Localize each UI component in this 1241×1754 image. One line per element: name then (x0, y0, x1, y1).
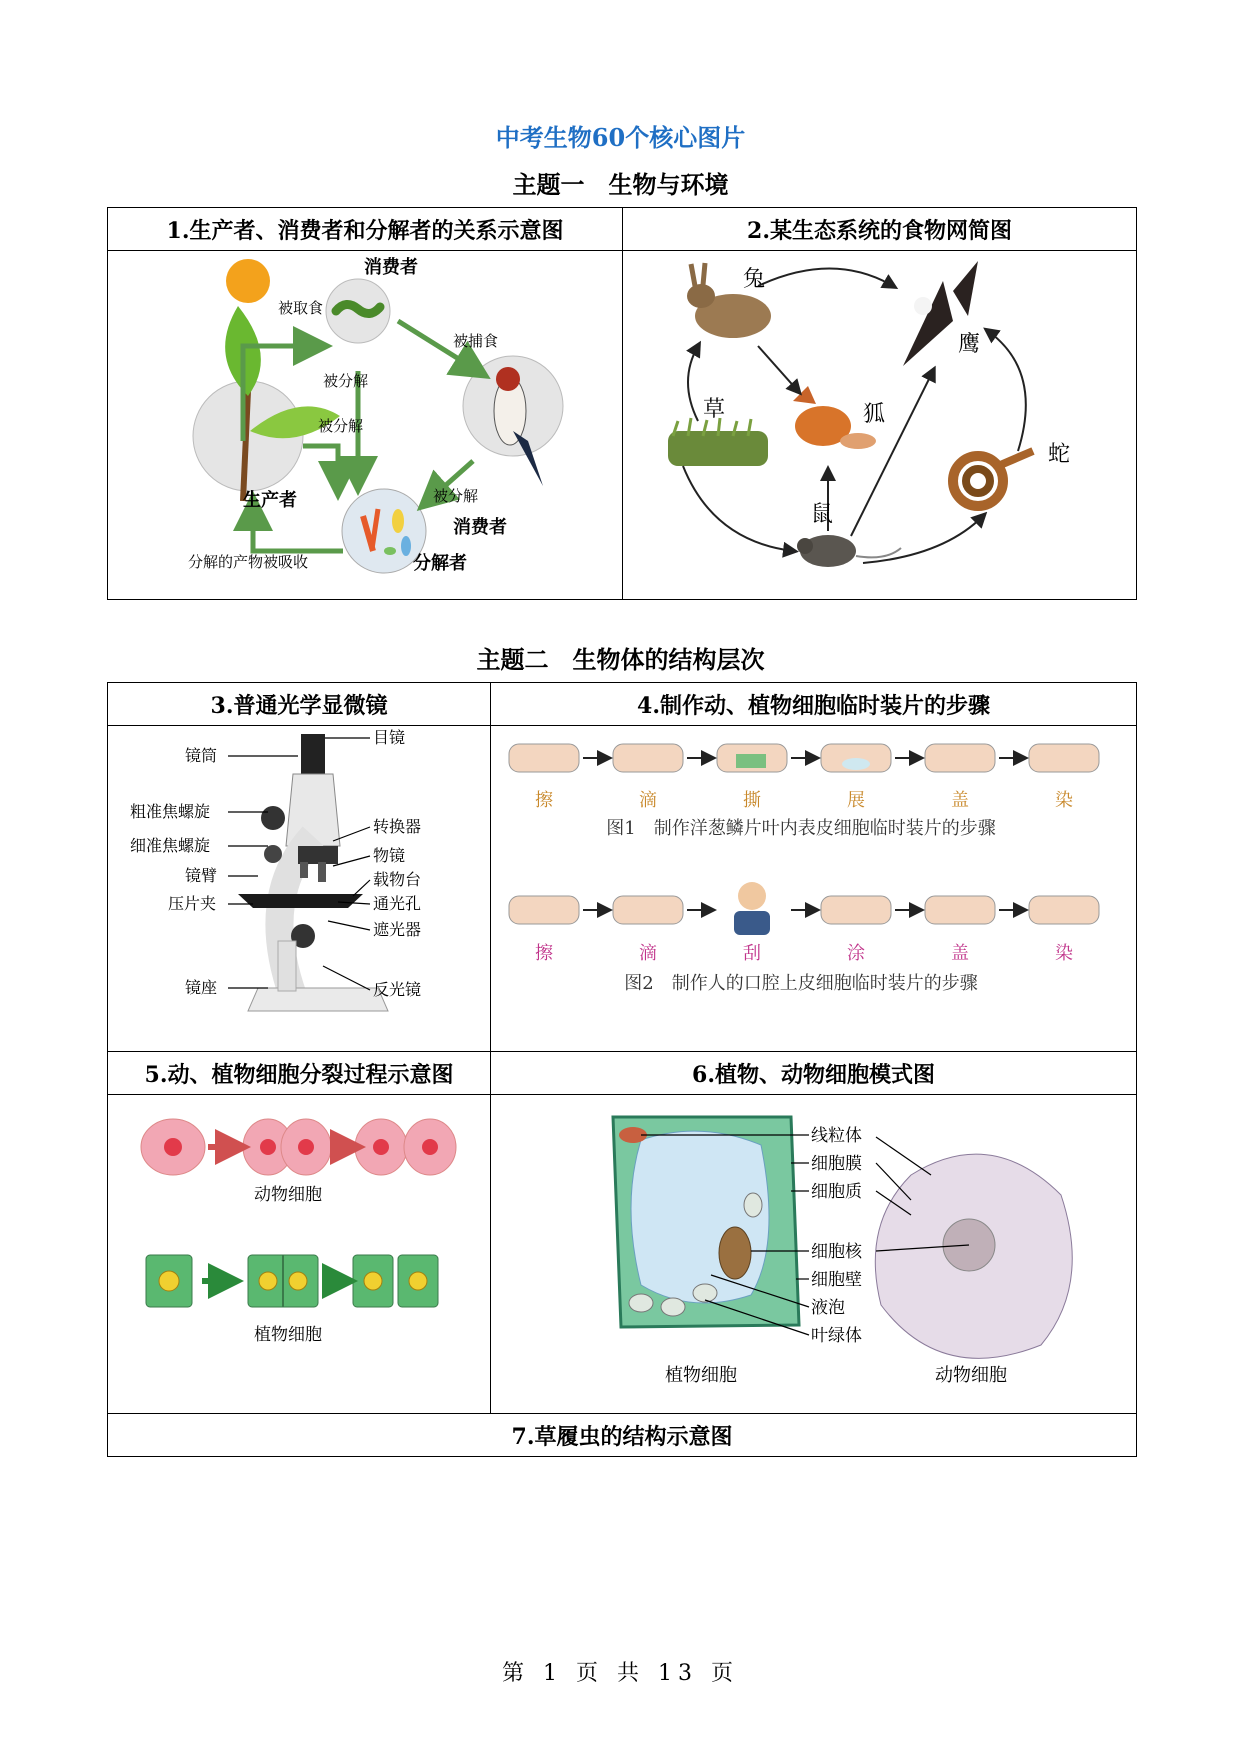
fig6-caption: 6.植物、动物细胞模式图 (491, 1052, 1137, 1095)
label-producer: 生产者 (243, 490, 297, 511)
label-cytoplasm: 细胞质 (811, 1182, 862, 1202)
label-chloroplast: 叶绿体 (811, 1326, 862, 1346)
label-grass: 草 (703, 397, 726, 422)
plant-cell-label: 植物细胞 (254, 1325, 322, 1345)
row2-step: 刮 (743, 943, 761, 964)
theme-one-heading: 主题一 生物与环境 (512, 170, 729, 199)
fig3-caption: 3.普通光学显微镜 (108, 683, 491, 726)
cell-model-diagram (491, 1095, 1136, 1409)
cell-part-labels (811, 1126, 863, 1346)
fig2-caption: 2.某生态系统的食物网简图 (623, 208, 1137, 251)
label-eagle: 鹰 (958, 332, 981, 357)
label-nosepiece: 转换器 (373, 817, 422, 836)
label-aperture: 通光孔 (373, 894, 422, 913)
label-captured: 被捕食 (453, 332, 499, 350)
fig1-cell (108, 251, 623, 600)
theme-two-table (107, 682, 1137, 1457)
page-footer: 第 1 页 共 13 页 (502, 1661, 739, 1686)
label-coarse-focus: 粗准焦螺旋 (130, 802, 211, 821)
mouse-icon (797, 535, 901, 567)
label-consumer-bottom: 消费者 (453, 517, 507, 538)
fig5-cell (108, 1095, 491, 1414)
snake-icon (953, 451, 1033, 506)
label-diaphragm: 遮光器 (373, 920, 422, 939)
theme-two-heading: 主题二 生物体的结构层次 (476, 645, 765, 674)
row2-caption: 图2 制作人的口腔上皮细胞临时装片的步骤 (624, 973, 978, 994)
microscope-diagram (108, 726, 490, 1047)
label-eaten: 被取食 (278, 299, 324, 317)
document-title: 中考生物60个核心图片 (495, 123, 746, 152)
label-rabbit: 兔 (743, 267, 766, 292)
label-cell-membrane: 细胞膜 (811, 1154, 862, 1174)
grass-icon (668, 418, 768, 466)
fig4-caption: 4.制作动、植物细胞临时装片的步骤 (491, 683, 1137, 726)
row2-step: 盖 (951, 943, 969, 964)
theme-one-table (107, 207, 1137, 600)
ecosystem-relationship-diagram (108, 251, 622, 595)
label-snake: 蛇 (1048, 442, 1071, 467)
label-clip: 压片夹 (168, 894, 217, 913)
row2-step: 涂 (847, 943, 865, 964)
row1-caption: 图1 制作洋葱鳞片叶内表皮细胞临时装片的步骤 (606, 818, 996, 839)
fig6-cell (491, 1095, 1137, 1414)
label-fox: 狐 (863, 402, 886, 427)
fig2-cell (623, 251, 1137, 600)
row1-step: 染 (1055, 790, 1073, 811)
animal-cell-model (875, 1154, 1072, 1358)
label-mirror: 反光镜 (373, 980, 422, 999)
label-decomposed-3: 被分解 (433, 487, 479, 505)
fig7-caption: 7.草履虫的结构示意图 (108, 1414, 1137, 1457)
label-consumer-top: 消费者 (364, 257, 418, 278)
row2-step: 擦 (535, 943, 553, 964)
fig4-cell (491, 726, 1137, 1052)
fig5-caption: 5.动、植物细胞分裂过程示意图 (108, 1052, 491, 1095)
row1-step: 展 (847, 790, 865, 811)
plant-cell-model-label: 植物细胞 (665, 1365, 737, 1386)
fig3-cell (108, 726, 491, 1052)
row2-step-labels (535, 943, 1073, 964)
label-cell-wall: 细胞壁 (811, 1270, 862, 1290)
row2-step: 染 (1055, 943, 1073, 964)
label-vacuole: 液泡 (811, 1298, 845, 1318)
food-web-diagram (623, 251, 1136, 595)
sun-icon (226, 259, 270, 303)
label-stage: 载物台 (373, 870, 422, 889)
label-mitochondria: 线粒体 (811, 1126, 862, 1146)
microscope-icon (238, 734, 388, 1011)
row1-step: 盖 (951, 790, 969, 811)
label-arm: 镜臂 (185, 866, 218, 885)
label-eyepiece: 目镜 (373, 728, 406, 747)
row1-step: 滴 (639, 790, 657, 811)
label-objective: 物镜 (373, 846, 406, 865)
cell-division-diagram (108, 1095, 490, 1409)
row1-step: 撕 (743, 790, 761, 811)
label-decomposed-2: 被分解 (318, 417, 364, 435)
label-base: 镜座 (185, 978, 218, 997)
label-absorbed: 分解的产物被吸收 (188, 553, 309, 571)
animal-cell-label: 动物细胞 (254, 1185, 322, 1205)
label-mouse: 鼠 (811, 502, 834, 527)
label-decomposer: 分解者 (413, 553, 467, 574)
animal-cell-division (141, 1119, 456, 1175)
fig1-caption: 1.生产者、消费者和分解者的关系示意图 (108, 208, 623, 251)
slide-preparation-steps (491, 726, 1136, 1047)
row1-step-labels (535, 790, 1073, 811)
label-tube: 镜筒 (185, 746, 218, 765)
row2-step: 滴 (639, 943, 657, 964)
row2-step-icons (509, 882, 1099, 935)
animal-cell-model-label: 动物细胞 (935, 1365, 1007, 1386)
plant-cell-model (613, 1117, 799, 1327)
label-decomposed-1: 被分解 (323, 372, 369, 390)
label-nucleus: 细胞核 (811, 1242, 862, 1262)
row1-step: 擦 (535, 790, 553, 811)
label-fine-focus: 细准焦螺旋 (130, 836, 211, 855)
plant-cell-division (146, 1255, 438, 1307)
